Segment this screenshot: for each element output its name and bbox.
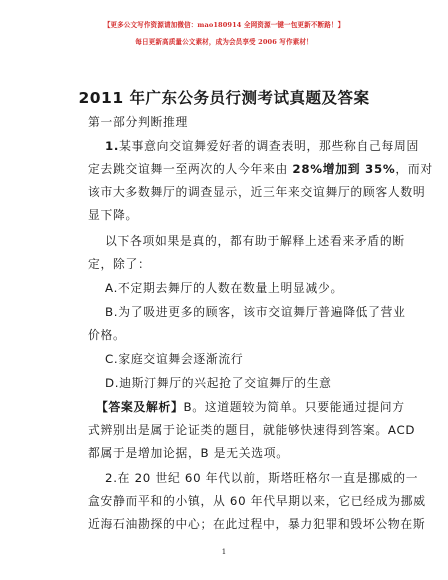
q2-line-2: 盒安静而平和的小镇，从 60 年代早期以来，它已经成为挪威 [88,494,426,508]
section-heading: 第一部分判断推理 [88,115,188,129]
q1-line-2-stat: 28%增加到 35% [292,162,396,176]
promo-banner-line-1: 【更多公文写作资源请加微信：mao180914 全网资源一键一包更新不断路！】 [103,21,345,29]
q1-stem-line-2: 定，除了： [88,257,151,271]
q1-answer-line-3: 都属于是增加论据，B 是无关选项。 [88,446,289,460]
q1-line-1 [105,137,419,154]
q1-answer-line-1 [96,398,405,415]
q1-option-c: C.家庭交谊舞会逐渐流行 [105,352,244,366]
q1-answer-line-1-text: B。这道题较为简单。只要能通过提问方 [183,400,405,414]
promo-banner-line-2: 每日更新高质量公文素材，成为会员享受 2006 写作素材！ [135,38,313,46]
q1-answer-line-2: 式辨别出是属于论证类的题目，就能够快速得到答案。ACD [88,423,416,437]
q1-option-b-line-1: B.为了吸进更多的顾客，该市交谊舞厅普遍降低了营业 [105,305,406,319]
q1-number: 1. [105,139,120,153]
q1-line-2 [88,160,433,177]
page-number: 1 [221,548,227,556]
q1-line-2-a: 定去跳交谊舞一至两次的人今年来由 [88,162,293,176]
q1-line-1-text: 某事意向交谊舞爱好者的调查表明，那些称自己每周固 [119,139,420,153]
q1-option-d: D.迪斯汀舞厅的兴起抢了交谊舞厅的生意 [105,376,332,390]
document-title: 2011 年广东公务员行测考试真题及答案 [78,89,370,107]
q2-line-1: 2.在 20 世纪 60 年代以前，斯塔旺格尔一直是挪威的一 [105,471,419,485]
answer-label: 【答案及解析】 [96,400,184,414]
q1-option-b-line-2: 价格。 [88,328,126,342]
q2-line-3: 近海石油勘探的中心；在此过程中，暴力犯罪和毁坏公物在斯 [88,517,426,531]
q1-line-2-c: ，而对 [395,162,433,176]
q1-line-3: 该市大多数舞厅的调查显示，近三年来交谊舞厅的顾客人数明 [88,185,426,199]
q1-line-4: 显下降。 [88,208,138,222]
q1-stem-line-1: 以下各项如果是真的，都有助于解释上述看来矛盾的断 [105,234,405,248]
q1-option-a: A.不定期去舞厅的人数在数量上明显减少。 [105,281,343,295]
